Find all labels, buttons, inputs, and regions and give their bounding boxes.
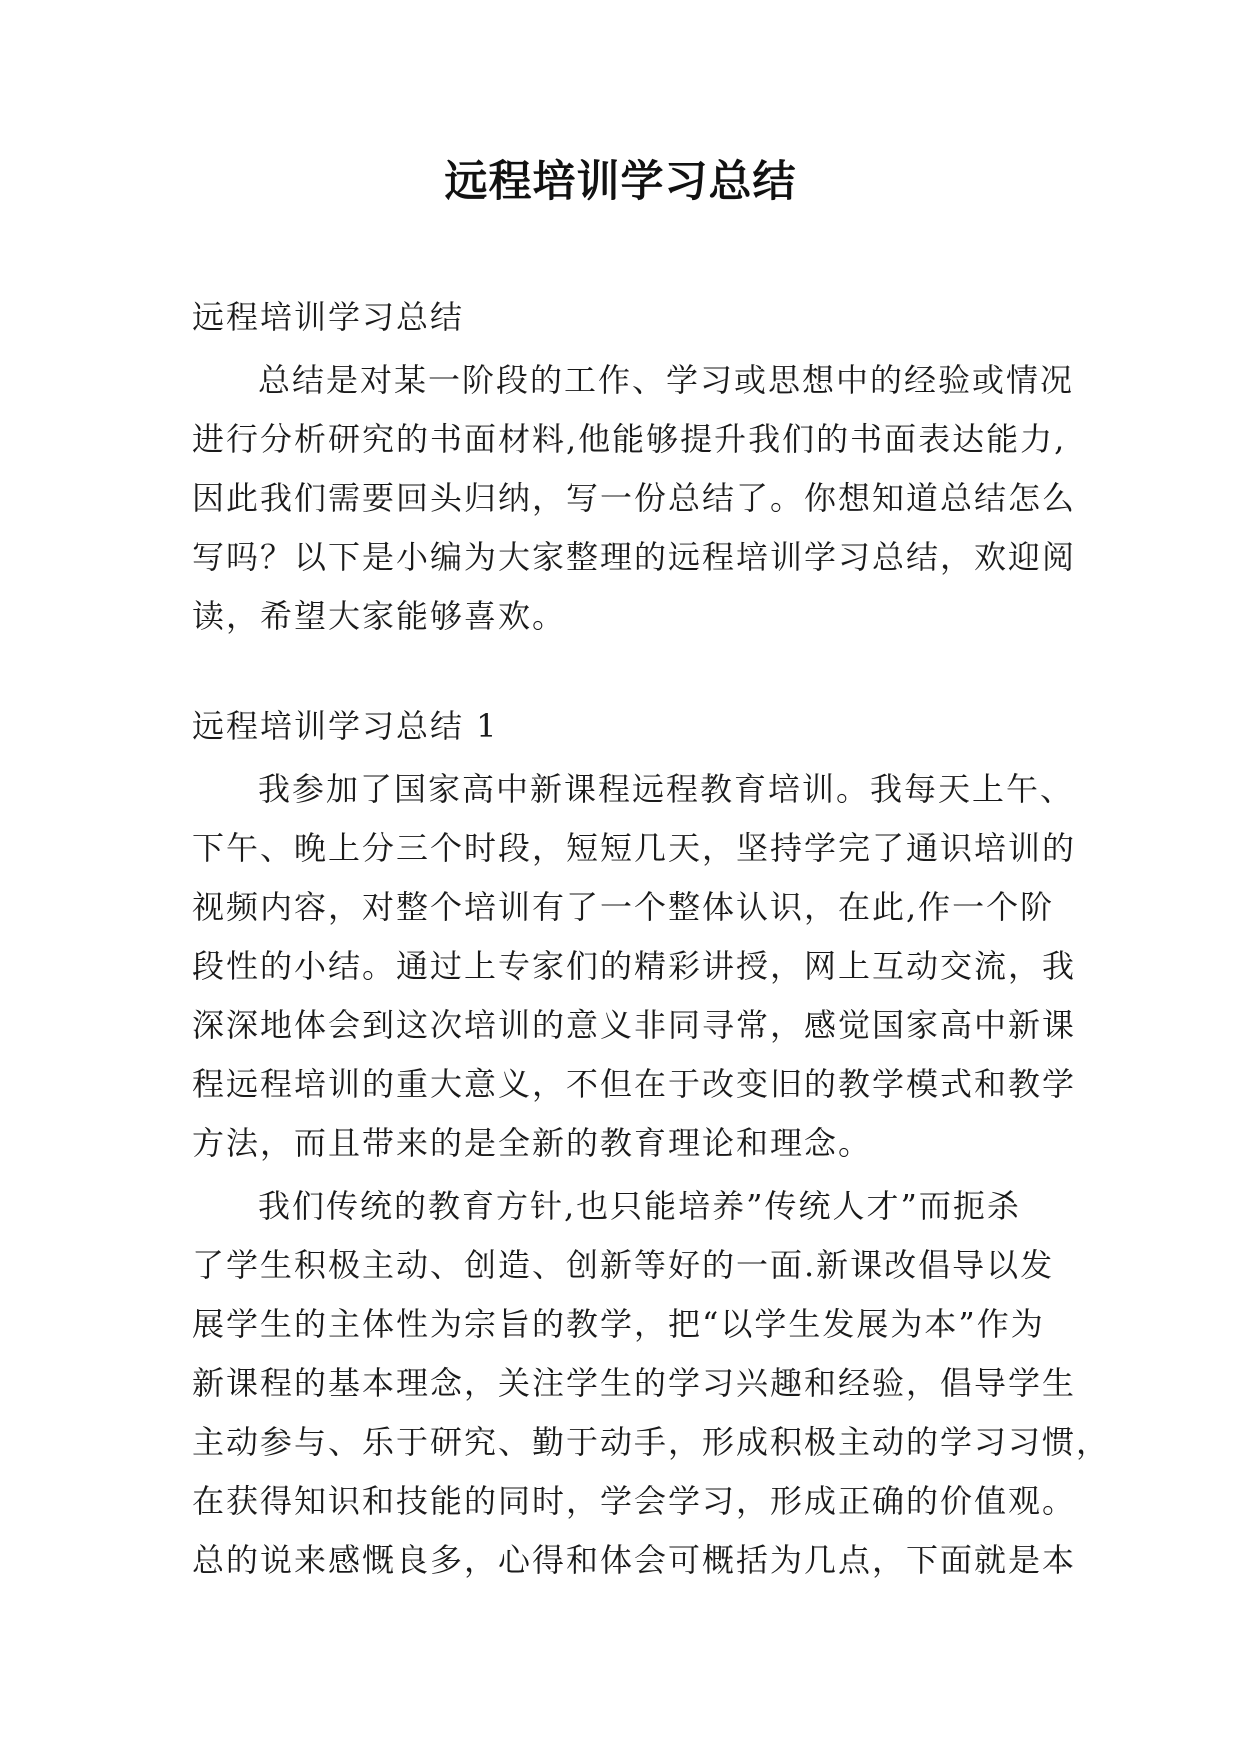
intro-heading: 远程培训学习总结	[192, 298, 465, 336]
text-line: 读，希望大家能够喜欢。	[192, 597, 567, 635]
text-line: 主动参与、乐于研究、勤于动手，形成积极主动的学习习惯，	[192, 1423, 1111, 1461]
text-line: 进行分析研究的书面材料,他能够提升我们的书面表达能力,	[192, 420, 1067, 458]
text-line: 下午、晚上分三个时段，短短几天，坚持学完了通识培训的	[192, 829, 1077, 867]
text-line: 方法，而且带来的是全新的教育理论和理念。	[192, 1124, 873, 1162]
text-line: 程远程培训的重大意义，不但在于改变旧的教学模式和教学	[192, 1065, 1077, 1103]
text-line: 总的说来感慨良多，心得和体会可概括为几点，下面就是本	[192, 1541, 1077, 1579]
text-line: 总结是对某一阶段的工作、学习或思想中的经验或情况	[258, 361, 1075, 399]
text-line: 深深地体会到这次培训的意义非同寻常，感觉国家高中新课	[192, 1006, 1077, 1044]
text-line: 我们传统的教育方针,也只能培养”传统人才”而扼杀	[258, 1187, 1021, 1225]
section-heading: 远程培训学习总结 1	[192, 707, 499, 745]
text-line: 展学生的主体性为宗旨的教学，把“以学生发展为本”作为	[192, 1305, 1045, 1343]
text-line: 了学生积极主动、创造、创新等好的一面.新课改倡导以发	[192, 1246, 1055, 1284]
document-title: 远程培训学习总结	[444, 157, 797, 207]
text-line: 因此我们需要回头归纳，写一份总结了。你想知道总结怎么	[192, 479, 1077, 517]
text-line: 在获得知识和技能的同时，学会学习，形成正确的价值观。	[192, 1482, 1077, 1520]
text-line: 段性的小结。通过上专家们的精彩讲授，网上互动交流，我	[192, 947, 1077, 985]
text-line: 写吗？以下是小编为大家整理的远程培训学习总结，欢迎阅	[192, 538, 1077, 576]
text-line: 新课程的基本理念，关注学生的学习兴趣和经验，倡导学生	[192, 1364, 1077, 1402]
text-line: 视频内容，对整个培训有了一个整体认识，在此,作一个阶	[192, 888, 1055, 926]
text-line: 我参加了国家高中新课程远程教育培训。我每天上午、	[258, 770, 1075, 808]
